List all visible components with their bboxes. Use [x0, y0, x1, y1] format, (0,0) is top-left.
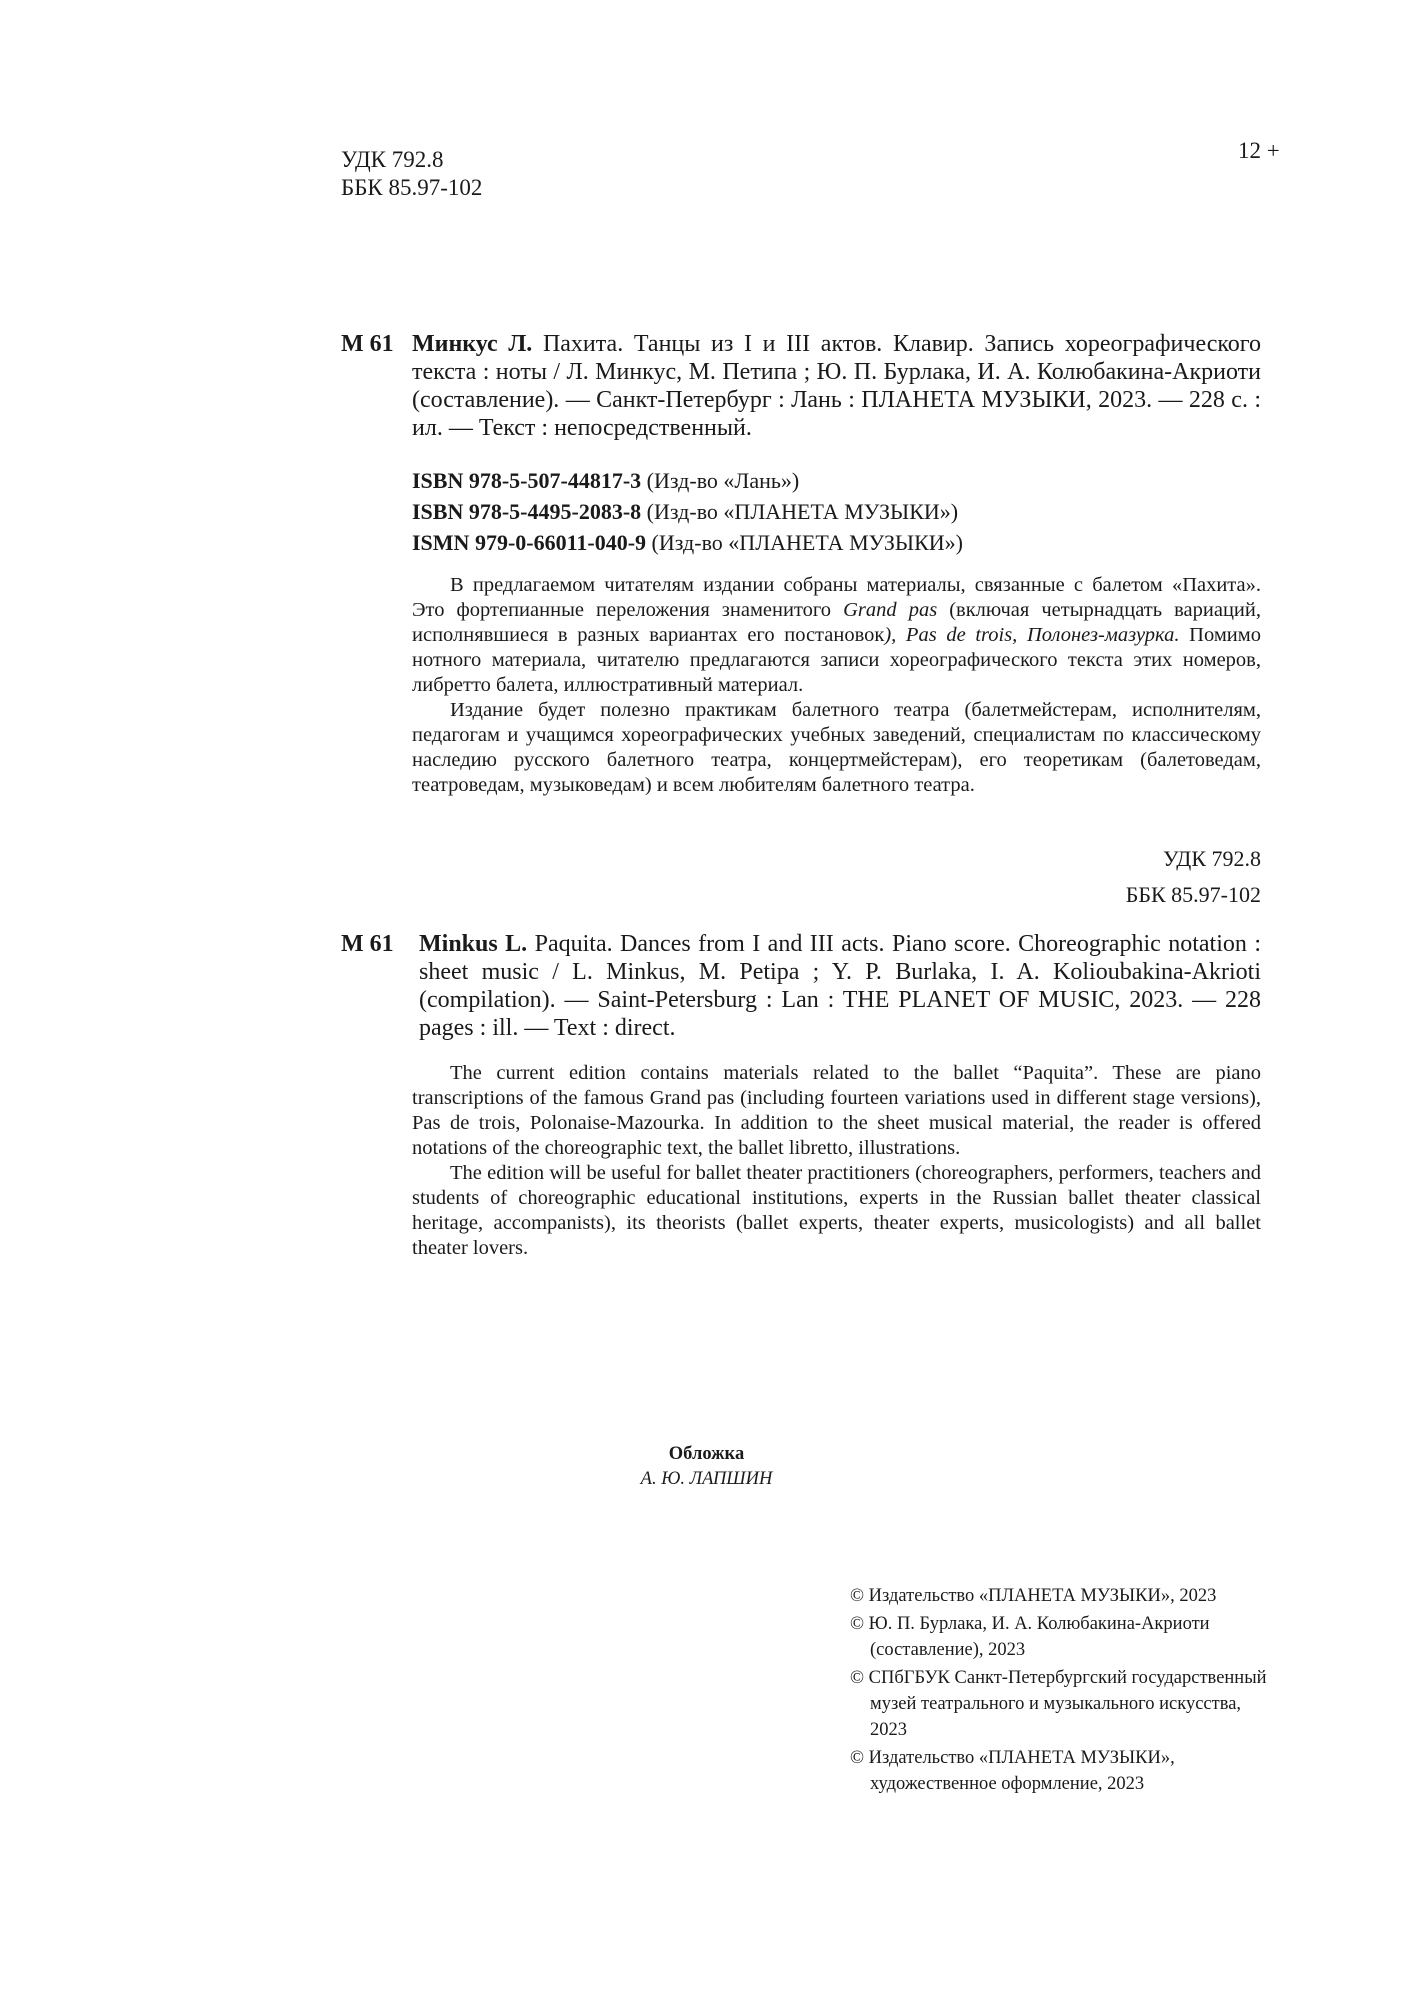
abstract-text: Помимо нотного материала, читателю предлагаются записи хореографического текста этих номеров, либретто балета, иллюстративный материал.	[412, 624, 1261, 696]
abstract-text-italic: Grand pas	[843, 599, 938, 621]
cover-credit	[0, 1442, 1413, 1492]
cover-designer: А. Ю. ЛАПШИН	[640, 1469, 773, 1489]
identifier-row	[412, 465, 963, 496]
entry-body	[412, 330, 1261, 442]
identifier-number: ISBN 978-5-4495-2083-8	[412, 499, 642, 524]
identifier-number: ISMN 979-0-66011-040-9	[412, 530, 647, 555]
copyright-block	[850, 1583, 1270, 1799]
abstract-paragraph: The current edition contains materials related to the ballet “Paquita”. These are piano transcriptions of the famous Grand pas (including fourteen variations used in different stage versions), Pas de trois, Polonaise-Mazourka. In addition to the sheet musical material, the reader is offered notations of the choreographic text, the ballet libretto, illustrations.	[412, 1062, 1261, 1159]
classification-top	[341, 146, 482, 202]
bbk-code: ББК 85.97-102	[341, 175, 483, 200]
copyright-line: © Ю. П. Бурлака, И. А. Колюбакина-Акриоти (составление), 2023	[850, 1614, 1210, 1660]
abstract-paragraph: The edition will be useful for ballet theater practitioners (choreographers, performers, teachers and students of choreographic educational institutions, experts in the Russian ballet theater classical heritage, accompanists), its theorists (ballet experts, theater experts, musicologists) and all ballet theater lovers.	[412, 1162, 1261, 1259]
abstract-text: (включая четырнадцать вариаций, исполнявшиеся в разных вариантах его постановок	[412, 599, 1261, 646]
abstract-text-italic: ), Pas de trois, Полонез-мазурка.	[884, 624, 1180, 646]
entry-description: Paquita. Dances from I and III acts. Piano score. Choreographic notation : sheet music / L. Minkus, M. Petipa ; Y. P. Burlaka, I. A. Kolioubakina-Akrioti (compilation). — Saint-Petersburg : Lan : THE PLANET OF MUSIC, 2023. — 228 pages : ill. — Text : direct.	[419, 931, 1262, 1041]
identifier-number: ISBN 978-5-507-44817-3	[412, 468, 642, 493]
identifier-list	[412, 465, 963, 558]
entry-description: Пахита. Танцы из I и III актов. Клавир. Запись хореографического текста : ноты / Л. Минкус, М. Петипа ; Ю. П. Бурлака, И. А. Колюбакина-Акриоти (составление). — Санкт-Петербург : Лань : ПЛАНЕТА МУЗЫКИ, 2023. — 228 с. : ил. — Текст : непосредственный.	[412, 331, 1262, 441]
abstract-paragraph: Издание будет полезно практикам балетного театра (балетмейстерам, исполнителям, педагогам и учащимся хореографических учебных заведений, специалистам по классическому наследию русского балетного театра, концертмейстерам), его теоретикам (балетоведам, театроведам, музыковедам) и всем любителям балетного театра.	[412, 699, 1261, 796]
identifier-row	[412, 527, 963, 558]
author-mark-code: М 61	[341, 931, 394, 957]
copyright-line: © Издательство «ПЛАНЕТА МУЗЫКИ», 2023	[850, 1586, 1217, 1606]
copyright-line: © СПбГБУК Санкт-Петербургский государственный музей театрального и музыкального искусства, 2023	[850, 1668, 1267, 1740]
udk-code: УДК 792.8	[1162, 846, 1261, 871]
abstract-ru	[412, 573, 1261, 798]
udk-code: УДК 792.8	[341, 147, 444, 172]
identifier-publisher: (Изд-во «Лань»)	[646, 468, 800, 493]
author-name: Minkus L.	[419, 931, 528, 957]
bibliographic-entry-en	[341, 930, 1261, 1042]
classification-mid	[0, 841, 1261, 913]
identifier-row	[412, 496, 963, 527]
bbk-code: ББК 85.97-102	[1125, 882, 1261, 907]
entry-body	[419, 930, 1261, 1042]
abstract-text: В предлагаемом читателям издании собраны материалы, связанные с балетом «Пахита». Это фортепианные переложения знаменитого	[412, 574, 1261, 621]
copyright-line: © Издательство «ПЛАНЕТА МУЗЫКИ», художественное оформление, 2023	[850, 1748, 1175, 1794]
cover-label: Обложка	[668, 1444, 745, 1464]
identifier-publisher: (Изд-во «ПЛАНЕТА МУЗЫКИ»)	[646, 499, 959, 524]
author-mark-code: М 61	[341, 331, 394, 357]
author-name: Минкус Л.	[412, 331, 533, 357]
abstract-paragraph	[412, 573, 1261, 698]
abstract-en	[412, 1061, 1261, 1261]
age-rating: 12 +	[1238, 138, 1280, 163]
bibliographic-entry-ru	[341, 330, 1261, 442]
identifier-publisher: (Изд-во «ПЛАНЕТА МУЗЫКИ»)	[651, 530, 964, 555]
